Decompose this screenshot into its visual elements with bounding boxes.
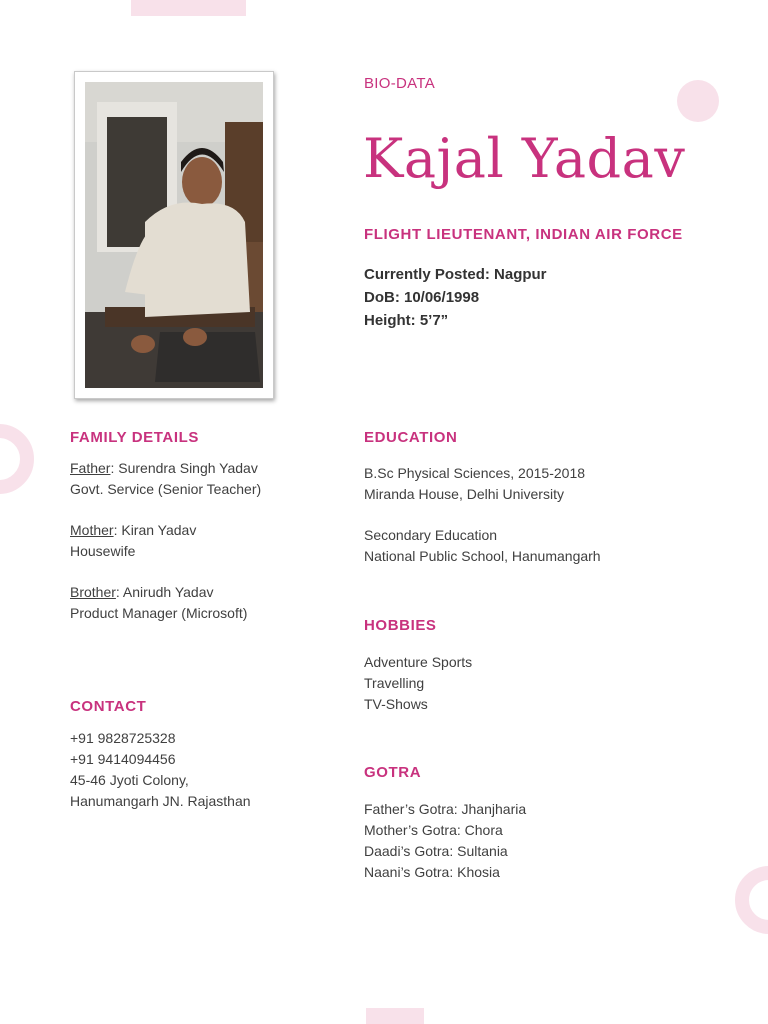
gotra-heading: GOTRA: [364, 764, 422, 781]
gotra-item: Daadi’s Gotra: Sultania: [364, 843, 508, 859]
education-heading: EDUCATION: [364, 429, 458, 446]
contact-address: Hanumangarh JN. Rajasthan: [70, 793, 251, 809]
family-heading: FAMILY DETAILS: [70, 429, 199, 446]
gotra-item: Mother’s Gotra: Chora: [364, 822, 503, 838]
decor-ring-right: [735, 866, 768, 934]
fact-posting: Currently Posted: Nagpur: [364, 266, 547, 283]
member-detail: Govt. Service (Senior Teacher): [70, 481, 262, 497]
contact-list: [70, 728, 251, 812]
member-name: : Anirudh Yadav: [115, 584, 214, 600]
gotra-list: [364, 799, 526, 883]
contact-heading: CONTACT: [70, 698, 147, 715]
contact-address: 45-46 Jyoti Colony,: [70, 772, 189, 788]
decor-top-bar: [131, 0, 246, 16]
family-member: [70, 520, 261, 562]
hobby-item: Travelling: [364, 675, 425, 691]
education-institution: National Public School, Hanumangarh: [364, 548, 601, 564]
relation-label: Mother: [70, 522, 114, 538]
education-degree: B.Sc Physical Sciences, 2015-2018: [364, 465, 586, 481]
gotra-item: Father’s Gotra: Jhanjharia: [364, 801, 527, 817]
member-name: : Kiran Yadav: [113, 522, 197, 538]
family-member: [70, 458, 261, 500]
decor-circle: [677, 80, 719, 122]
quick-facts: [364, 263, 547, 332]
contact-phone: +91 9414094456: [70, 751, 176, 767]
education-list: [364, 463, 601, 567]
job-title: FLIGHT LIEUTENANT, INDIAN AIR FORCE: [364, 226, 683, 243]
hobbies-heading: HOBBIES: [364, 617, 437, 634]
bio-data-label: BIO-DATA: [364, 75, 436, 92]
member-detail: Housewife: [70, 543, 136, 559]
contact-phone: +91 9828725328: [70, 730, 176, 746]
hobbies-list: [364, 652, 472, 715]
profile-photo: [74, 71, 274, 399]
family-member: [70, 582, 261, 624]
education-degree: Secondary Education: [364, 527, 498, 543]
relation-label: Father: [70, 460, 111, 476]
decor-bottom-bar: [366, 1008, 424, 1024]
decor-ring-left: [0, 424, 34, 494]
member-name: : Surendra Singh Yadav: [110, 460, 258, 476]
person-name: Kajal Yadav: [363, 127, 686, 190]
profile-photo-image: [85, 82, 263, 388]
fact-height: Height: 5’7”: [364, 312, 449, 329]
gotra-item: Naani’s Gotra: Khosia: [364, 864, 500, 880]
hobby-item: TV-Shows: [364, 696, 428, 712]
education-entry: [364, 463, 601, 505]
fact-dob: DoB: 10/06/1998: [364, 289, 480, 306]
hobby-item: Adventure Sports: [364, 654, 473, 670]
family-list: [70, 458, 261, 624]
member-detail: Product Manager (Microsoft): [70, 605, 248, 621]
education-institution: Miranda House, Delhi University: [364, 486, 564, 502]
education-entry: [364, 525, 601, 567]
relation-label: Brother: [70, 584, 116, 600]
